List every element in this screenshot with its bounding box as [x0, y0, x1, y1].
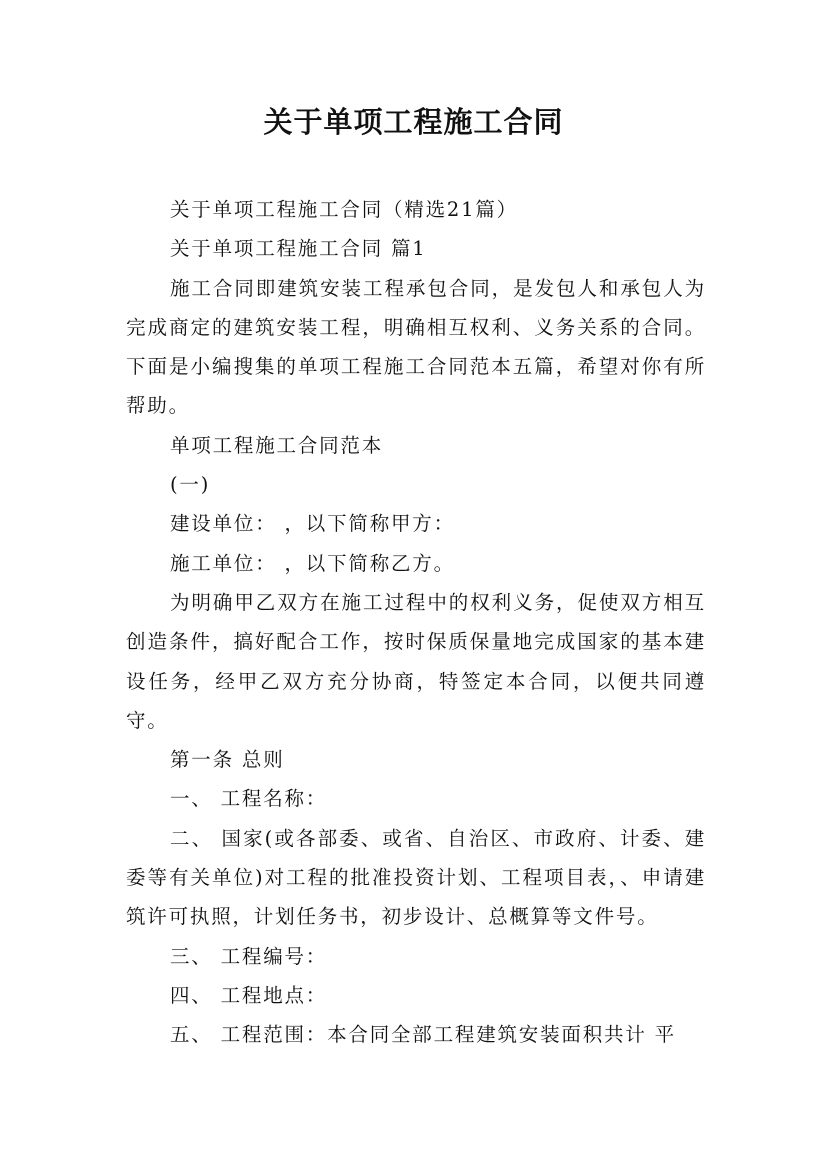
paragraph: (一): [170, 473, 211, 497]
paragraph: 为明确甲乙双方在施工过程中的权利义务，促使双方相互创造条件，搞好配合工作，按时保质保量地完成国家的基本建设任务，经甲乙双方充分协商，特签定本合同，以便共同遵守。: [126, 590, 706, 732]
paragraph: 三、 工程编号：: [170, 944, 328, 968]
paragraph: 关于单项工程施工合同 篇1: [170, 237, 427, 261]
paragraph: 二、 国家(或各部委、或省、自治区、市政府、计委、建委等有关单位)对工程的批准投资计划、工程项目表，、申请建筑许可执照，计划任务书，初步设计、总概算等文件号。: [126, 826, 706, 929]
paragraph: 四、 工程地点：: [170, 983, 328, 1007]
paragraph: 施工合同即建筑安装工程承包合同，是发包人和承包人为完成商定的建筑安装工程，明确相互权利、义务关系的合同。下面是小编搜集的单项工程施工合同范本五篇，希望对你有所帮助。: [126, 276, 706, 418]
paragraph: 五、 工程范围：本合同全部工程建筑安装面积共计 平: [170, 1023, 676, 1047]
paragraph: 单项工程施工合同范本: [170, 433, 384, 457]
paragraph: 建设单位： ，以下简称甲方：: [170, 512, 455, 536]
document-body: [126, 190, 706, 1055]
paragraph: 关于单项工程施工合同（精选21篇）: [170, 198, 518, 221]
paragraph: 第一条 总则: [170, 748, 285, 772]
paragraph: 施工单位： ，以下简称乙方。: [170, 551, 455, 575]
document-title: 关于单项工程施工合同: [263, 105, 564, 139]
paragraph: 一、 工程名称：: [170, 787, 328, 811]
